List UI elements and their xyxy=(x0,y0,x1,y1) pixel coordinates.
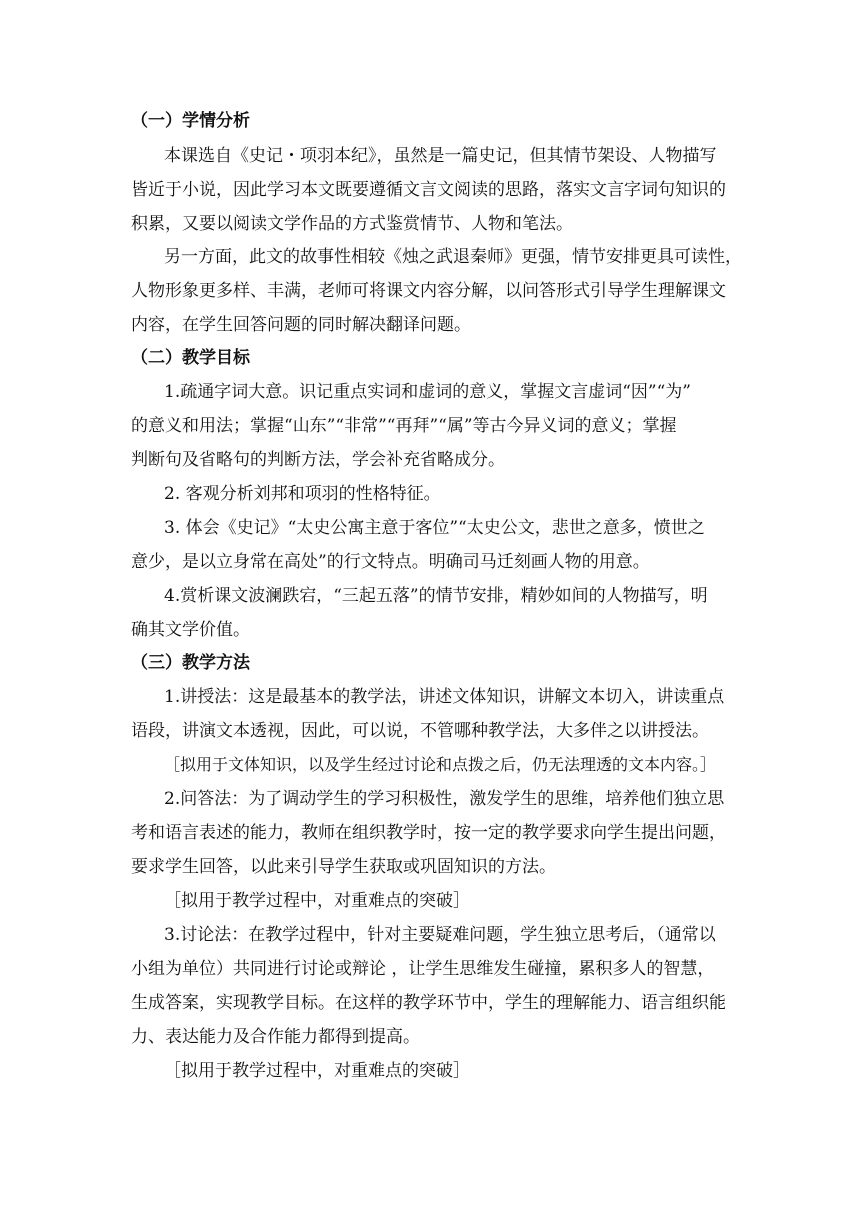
paragraph-line: 1.讲授法：这是最基本的教学法，讲述文体知识，讲解文本切入，讲读重点 xyxy=(164,687,725,707)
paragraph-line: 4.赏析课文波澜跌宕，“三起五落”的情节安排，精妙如间的人物描写，明 xyxy=(164,586,708,606)
paragraph-line: 内容，在学生回答问题的同时解决翻译问题。 xyxy=(131,315,471,335)
section-heading-1: （一）学情分析 xyxy=(131,111,250,131)
paragraph-line: 人物形象更多样、丰满，老师可将课文内容分解，以问答形式引导学生理解课文 xyxy=(131,281,726,301)
paragraph-line: 生成答案，实现教学目标。在这样的教学环节中，学生的理解能力、语言组织能 xyxy=(131,993,726,1013)
note-line: ［拟用于文体知识，以及学生经过讨论和点拨之后，仍无法理透的文本内容。］ xyxy=(164,755,717,774)
paragraph-line: 小组为单位）共同进行讨论或辩论 ，让学生思维发生碰撞，累积多人的智慧， xyxy=(131,959,715,979)
paragraph-line: 判断句及省略句的判断方法，学会补充省略成分。 xyxy=(131,450,505,470)
paragraph-line: 另一方面，此文的故事性相较《烛之武退秦师》更强，情节安排更具可读性， xyxy=(164,247,742,267)
paragraph-line: 3. 体会《史记》“太史公寓主意于客位”“太史公文，悲世之意多，愤世之 xyxy=(164,518,705,538)
paragraph-line: 2.问答法：为了调动学生的学习积极性，激发学生的思维，培养他们独立思 xyxy=(164,789,725,809)
paragraph-line: 意少，是以立身常在高处”的行文特点。明确司马迁刻画人物的用意。 xyxy=(131,552,650,572)
paragraph-line: 确其文学价值。 xyxy=(131,620,250,640)
paragraph-line: 1.疏通字词大意。识记重点实词和虚词的意义，掌握文言虚词“因”“为” xyxy=(164,382,691,402)
paragraph-line: 积累，又要以阅读文学作品的方式鉴赏情节、人物和笔法。 xyxy=(131,214,573,234)
note-line: ［拟用于教学过程中，对重难点的突破］ xyxy=(164,891,470,911)
paragraph-line: 2. 客观分析刘邦和项羽的性格特征。 xyxy=(164,484,441,504)
paragraph-line: 考和语言表述的能力，教师在组织教学时，按一定的教学要求向学生提出问题， xyxy=(131,823,726,843)
paragraph-line: 本课选自《史记・项羽本纪》，虽然是一篇史记，但其情节架设、人物描写 xyxy=(164,146,717,166)
section-heading-3: （三）教学方法 xyxy=(131,653,250,673)
note-line: ［拟用于教学过程中，对重难点的突破］ xyxy=(164,1061,470,1081)
paragraph-line: 的意义和用法；掌握“山东”“非常”“再拜”“属”等古今异义词的意义；掌握 xyxy=(131,416,677,436)
paragraph-line: 3.讨论法：在教学过程中，针对主要疑难问题，学生独立思考后，（通常以 xyxy=(164,925,716,945)
paragraph-line: 语段，讲演文本透视，因此，可以说，不管哪种教学法，大多伴之以讲授法。 xyxy=(131,721,709,741)
paragraph-line: 皆近于小说，因此学习本文既要遵循文言文阅读的思路，落实文言字词句知识的 xyxy=(131,180,726,200)
paragraph-line: 力、表达能力及合作能力都得到提高。 xyxy=(131,1027,420,1047)
section-heading-2: （二）教学目标 xyxy=(131,348,250,368)
paragraph-line: 要求学生回答，以此来引导学生获取或巩固知识的方法。 xyxy=(131,857,556,877)
